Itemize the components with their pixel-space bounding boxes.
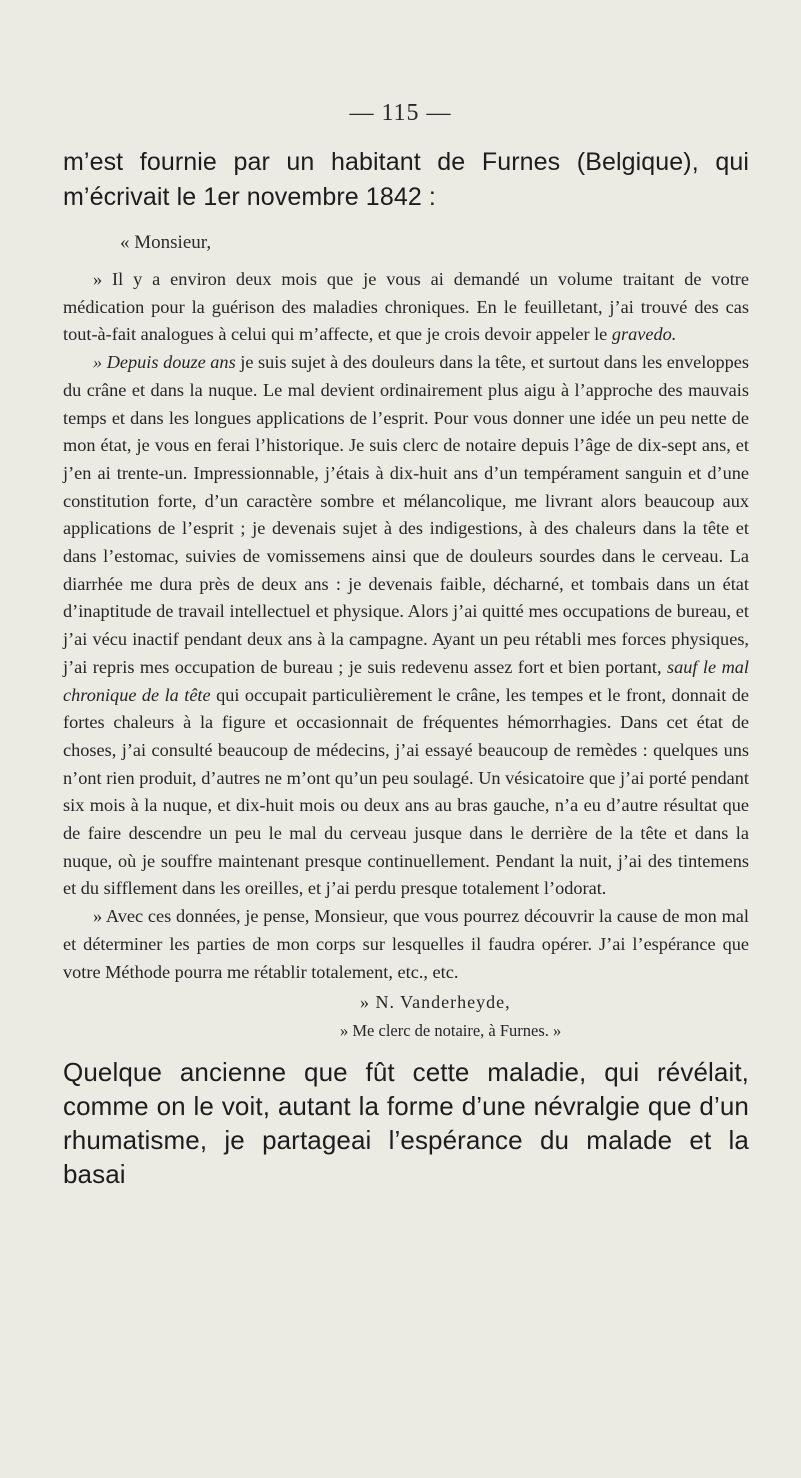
closing-paragraph: Quelque ancienne que fût cette maladie, qui révélait, comme on le voit, autant la forme d’une névralgie que d’un rhumatisme, je partageai l’espérance du malade et la basai — [63, 1057, 749, 1189]
intro-paragraph: m’est fournie par un habitant de Furnes (Belgique), qui m’écrivait le 1er novembre 1842 : — [63, 148, 749, 211]
letter-text: » Il y a environ deux mois que je vous ai demandé un volume traitant de votre médication pour la guérison des maladies chroniques. En le feuilletant, j’ai trouvé des cas tout-à-fait analogues à celui qui m’affecte, et que je crois devoir appeler le — [63, 269, 749, 345]
signature-title: » Me clerc de notaire, à Furnes. » — [340, 1021, 562, 1040]
italic-phrase: » Depuis douze ans — [93, 352, 236, 373]
page-number: — 115 — — [349, 100, 452, 126]
letter-paragraph-1 — [63, 266, 749, 349]
letter-text: je suis sujet à des douleurs dans la tête, et surtout dans les enveloppes du crâne et dans la nuque. Le mal devient ordinairement plus aigu à l’approche des mauvais temps et dans les longues applications de l’esprit. Pour vous donner une idée un peu nette de mon état, je vous en ferai l’historique. Je suis clerc de notaire depuis l’âge de dix-sept ans, et j’en ai trente-un. Impressionnable, j’étais à dix-huit ans d’un tempérament sanguin et d’une constitution forte, d’un caractère sombre et mélancolique, me livrant alors beaucoup aux applications de l’esprit ; je devenais sujet à des indigestions, à des chaleurs dans la tête et dans l’estomac, suivies de vomissemens ainsi que de douleurs sourdes dans le cerveau. La diarrhée me dura près de deux ans : je devenais faible, décharné, et tombais dans un état d’inaptitude de travail intellectuel et physique. Alors j’ai quitté mes occupations de bureau, et j’ai vécu inactif pendant deux ans à la campagne. Ayant un peu rétabli mes forces physiques, j’ai repris mes occupation de bureau ; je suis redevenu assez fort et bien portant, — [63, 352, 749, 677]
letter-text: qui occupait particulièrement le crâne, les tempes et le front, donnait de fortes chaleurs à la figure et occasionnait de fréquentes hémorrhagies. Dans cet état de choses, j’ai consulté beaucoup de médecins, j’ai essayé beaucoup de remèdes : quelques uns n’ont rien produit, d’autres ne m’ont qu’un peu soulagé. Un vésicatoire que j’ai porté pendant six mois à la nuque, et dix-huit mois ou deux ans au bras gauche, n’a eu d’autre résultat que de faire descendre un peu le mal du cerveau jusque dans le derrière de la tête et dans la nuque, où je souffre maintenant presque continuellement. Pendant la nuit, j’ai des tintemens et du sifflement dans les oreilles, et j’ai perdu presque totalement l’odorat. — [63, 684, 749, 899]
letter-paragraph-3: » Avec ces données, je pense, Monsieur, que vous pourrez découvrir la cause de mon mal et déterminer les parties de mon corps sur lesquelles il faudra opérer. J’ai l’espérance que votre Méthode pourra me rétablir totalement, etc., etc. — [63, 906, 749, 982]
letter-body — [63, 266, 749, 986]
letter-paragraph-2 — [63, 349, 749, 903]
letter-salutation: « Monsieur, — [120, 232, 212, 253]
italic-term: gravedo. — [611, 324, 677, 345]
signature-name: » N. Vanderheyde, — [360, 992, 511, 1012]
italic-phrase: sauf le mal chronique de la tête — [63, 656, 749, 705]
